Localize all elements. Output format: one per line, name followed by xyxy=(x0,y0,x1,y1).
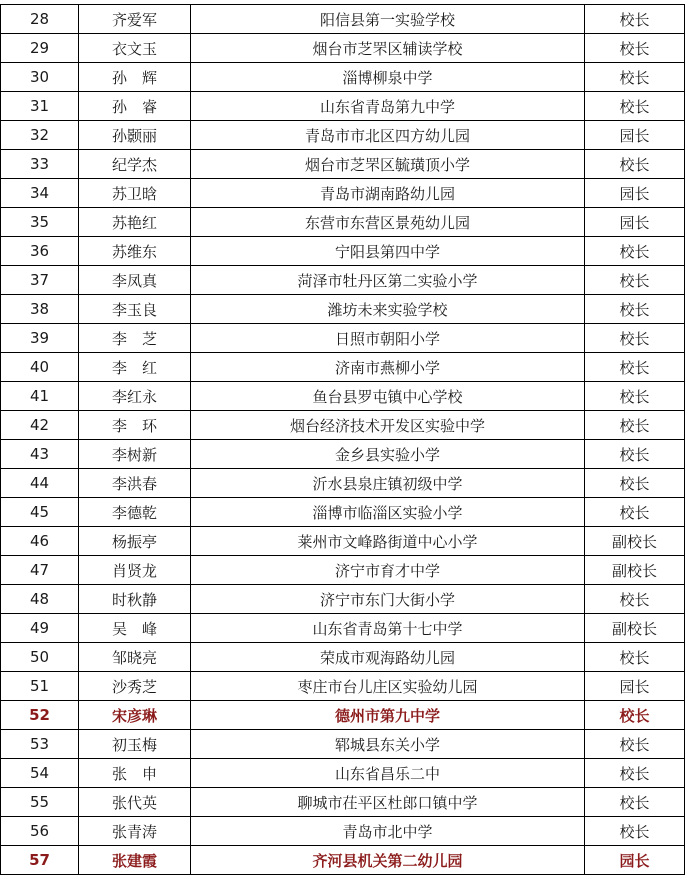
row-number-cell: 45 xyxy=(1,498,79,527)
school-cell: 济宁市育才中学 xyxy=(191,556,585,585)
position-cell: 校长 xyxy=(585,759,685,788)
name-cell: 纪学杰 xyxy=(79,150,191,179)
name-cell: 杨振亭 xyxy=(79,527,191,556)
name-cell: 孙 睿 xyxy=(79,92,191,121)
school-cell: 菏泽市牡丹区第二实验小学 xyxy=(191,266,585,295)
school-cell: 宁阳县第四中学 xyxy=(191,237,585,266)
table-row xyxy=(1,440,685,469)
name-cell: 李树新 xyxy=(79,440,191,469)
table-row xyxy=(1,353,685,382)
row-number-cell: 52 xyxy=(1,701,79,730)
table-row xyxy=(1,614,685,643)
table-row xyxy=(1,179,685,208)
position-cell: 园长 xyxy=(585,121,685,150)
name-cell: 张代英 xyxy=(79,788,191,817)
school-cell: 淄博柳泉中学 xyxy=(191,63,585,92)
school-cell: 东营市东营区景苑幼儿园 xyxy=(191,208,585,237)
table-row xyxy=(1,788,685,817)
row-number-cell: 54 xyxy=(1,759,79,788)
position-cell: 校长 xyxy=(585,295,685,324)
name-cell: 苏卫晗 xyxy=(79,179,191,208)
row-number-cell: 40 xyxy=(1,353,79,382)
name-cell: 齐爱军 xyxy=(79,5,191,34)
position-cell: 园长 xyxy=(585,179,685,208)
table-row xyxy=(1,701,685,730)
position-cell: 校长 xyxy=(585,440,685,469)
row-number-cell: 42 xyxy=(1,411,79,440)
position-cell: 校长 xyxy=(585,34,685,63)
school-cell: 青岛市市北区四方幼儿园 xyxy=(191,121,585,150)
name-cell: 张青涛 xyxy=(79,817,191,846)
school-cell: 日照市朝阳小学 xyxy=(191,324,585,353)
row-number-cell: 33 xyxy=(1,150,79,179)
row-number-cell: 44 xyxy=(1,469,79,498)
school-cell: 莱州市文峰路街道中心小学 xyxy=(191,527,585,556)
row-number-cell: 32 xyxy=(1,121,79,150)
name-cell: 李 环 xyxy=(79,411,191,440)
name-cell: 李 芝 xyxy=(79,324,191,353)
school-cell: 青岛市湖南路幼儿园 xyxy=(191,179,585,208)
row-number-cell: 55 xyxy=(1,788,79,817)
name-cell: 苏维东 xyxy=(79,237,191,266)
position-cell: 校长 xyxy=(585,266,685,295)
name-cell: 张 申 xyxy=(79,759,191,788)
school-cell: 烟台经济技术开发区实验中学 xyxy=(191,411,585,440)
row-number-cell: 34 xyxy=(1,179,79,208)
row-number-cell: 28 xyxy=(1,5,79,34)
position-cell: 校长 xyxy=(585,469,685,498)
position-cell: 副校长 xyxy=(585,556,685,585)
table-row xyxy=(1,237,685,266)
position-cell: 校长 xyxy=(585,5,685,34)
table-row xyxy=(1,498,685,527)
table-row xyxy=(1,295,685,324)
table-row xyxy=(1,817,685,846)
school-cell: 聊城市茌平区杜郎口镇中学 xyxy=(191,788,585,817)
name-cell: 李德乾 xyxy=(79,498,191,527)
position-cell: 校长 xyxy=(585,498,685,527)
row-number-cell: 47 xyxy=(1,556,79,585)
school-cell: 济南市燕柳小学 xyxy=(191,353,585,382)
table-row xyxy=(1,266,685,295)
name-cell: 邹晓亮 xyxy=(79,643,191,672)
name-cell: 李凤真 xyxy=(79,266,191,295)
row-number-cell: 49 xyxy=(1,614,79,643)
name-cell: 李玉良 xyxy=(79,295,191,324)
position-cell: 园长 xyxy=(585,208,685,237)
roster-body xyxy=(1,5,685,875)
position-cell: 校长 xyxy=(585,150,685,179)
school-cell: 山东省青岛第十七中学 xyxy=(191,614,585,643)
school-cell: 荣成市观海路幼儿园 xyxy=(191,643,585,672)
row-number-cell: 48 xyxy=(1,585,79,614)
row-number-cell: 35 xyxy=(1,208,79,237)
position-cell: 校长 xyxy=(585,643,685,672)
table-row xyxy=(1,585,685,614)
school-cell: 郓城县东关小学 xyxy=(191,730,585,759)
name-cell: 肖贤龙 xyxy=(79,556,191,585)
name-cell: 衣文玉 xyxy=(79,34,191,63)
position-cell: 校长 xyxy=(585,382,685,411)
table-row xyxy=(1,382,685,411)
row-number-cell: 43 xyxy=(1,440,79,469)
name-cell: 宋彦琳 xyxy=(79,701,191,730)
school-cell: 济宁市东门大街小学 xyxy=(191,585,585,614)
table-row xyxy=(1,846,685,875)
row-number-cell: 38 xyxy=(1,295,79,324)
name-cell: 吴 峰 xyxy=(79,614,191,643)
position-cell: 校长 xyxy=(585,92,685,121)
name-cell: 沙秀芝 xyxy=(79,672,191,701)
name-cell: 孙颢丽 xyxy=(79,121,191,150)
position-cell: 校长 xyxy=(585,817,685,846)
row-number-cell: 57 xyxy=(1,846,79,875)
school-cell: 潍坊未来实验学校 xyxy=(191,295,585,324)
table-row xyxy=(1,92,685,121)
position-cell: 校长 xyxy=(585,353,685,382)
position-cell: 校长 xyxy=(585,788,685,817)
position-cell: 校长 xyxy=(585,63,685,92)
name-cell: 苏艳红 xyxy=(79,208,191,237)
table-row xyxy=(1,469,685,498)
school-cell: 烟台市芝罘区辅读学校 xyxy=(191,34,585,63)
row-number-cell: 56 xyxy=(1,817,79,846)
table-row xyxy=(1,208,685,237)
school-cell: 山东省昌乐二中 xyxy=(191,759,585,788)
row-number-cell: 46 xyxy=(1,527,79,556)
table-row xyxy=(1,121,685,150)
row-number-cell: 30 xyxy=(1,63,79,92)
row-number-cell: 37 xyxy=(1,266,79,295)
table-row xyxy=(1,672,685,701)
school-cell: 沂水县泉庄镇初级中学 xyxy=(191,469,585,498)
row-number-cell: 41 xyxy=(1,382,79,411)
school-cell: 淄博市临淄区实验小学 xyxy=(191,498,585,527)
table-row xyxy=(1,556,685,585)
position-cell: 副校长 xyxy=(585,614,685,643)
table-row xyxy=(1,34,685,63)
name-cell: 李红永 xyxy=(79,382,191,411)
name-cell: 初玉梅 xyxy=(79,730,191,759)
school-cell: 鱼台县罗屯镇中心学校 xyxy=(191,382,585,411)
table-row xyxy=(1,324,685,353)
name-cell: 时秋静 xyxy=(79,585,191,614)
name-cell: 孙 辉 xyxy=(79,63,191,92)
row-number-cell: 39 xyxy=(1,324,79,353)
position-cell: 校长 xyxy=(585,237,685,266)
school-cell: 山东省青岛第九中学 xyxy=(191,92,585,121)
position-cell: 校长 xyxy=(585,730,685,759)
school-cell: 齐河县机关第二幼儿园 xyxy=(191,846,585,875)
table-row xyxy=(1,5,685,34)
table-row xyxy=(1,643,685,672)
table-row xyxy=(1,150,685,179)
school-cell: 青岛市北中学 xyxy=(191,817,585,846)
position-cell: 副校长 xyxy=(585,527,685,556)
school-cell: 金乡县实验小学 xyxy=(191,440,585,469)
row-number-cell: 51 xyxy=(1,672,79,701)
row-number-cell: 36 xyxy=(1,237,79,266)
position-cell: 园长 xyxy=(585,672,685,701)
school-cell: 烟台市芝罘区毓璜顶小学 xyxy=(191,150,585,179)
position-cell: 园长 xyxy=(585,846,685,875)
school-cell: 枣庄市台儿庄区实验幼儿园 xyxy=(191,672,585,701)
row-number-cell: 31 xyxy=(1,92,79,121)
position-cell: 校长 xyxy=(585,411,685,440)
name-cell: 张建霞 xyxy=(79,846,191,875)
school-cell: 阳信县第一实验学校 xyxy=(191,5,585,34)
position-cell: 校长 xyxy=(585,701,685,730)
position-cell: 校长 xyxy=(585,585,685,614)
school-cell: 德州市第九中学 xyxy=(191,701,585,730)
row-number-cell: 29 xyxy=(1,34,79,63)
table-row xyxy=(1,759,685,788)
name-cell: 李洪春 xyxy=(79,469,191,498)
name-cell: 李 红 xyxy=(79,353,191,382)
table-row xyxy=(1,411,685,440)
table-row xyxy=(1,63,685,92)
position-cell: 校长 xyxy=(585,324,685,353)
row-number-cell: 53 xyxy=(1,730,79,759)
table-row xyxy=(1,527,685,556)
row-number-cell: 50 xyxy=(1,643,79,672)
principal-roster-table xyxy=(0,4,685,875)
table-row xyxy=(1,730,685,759)
